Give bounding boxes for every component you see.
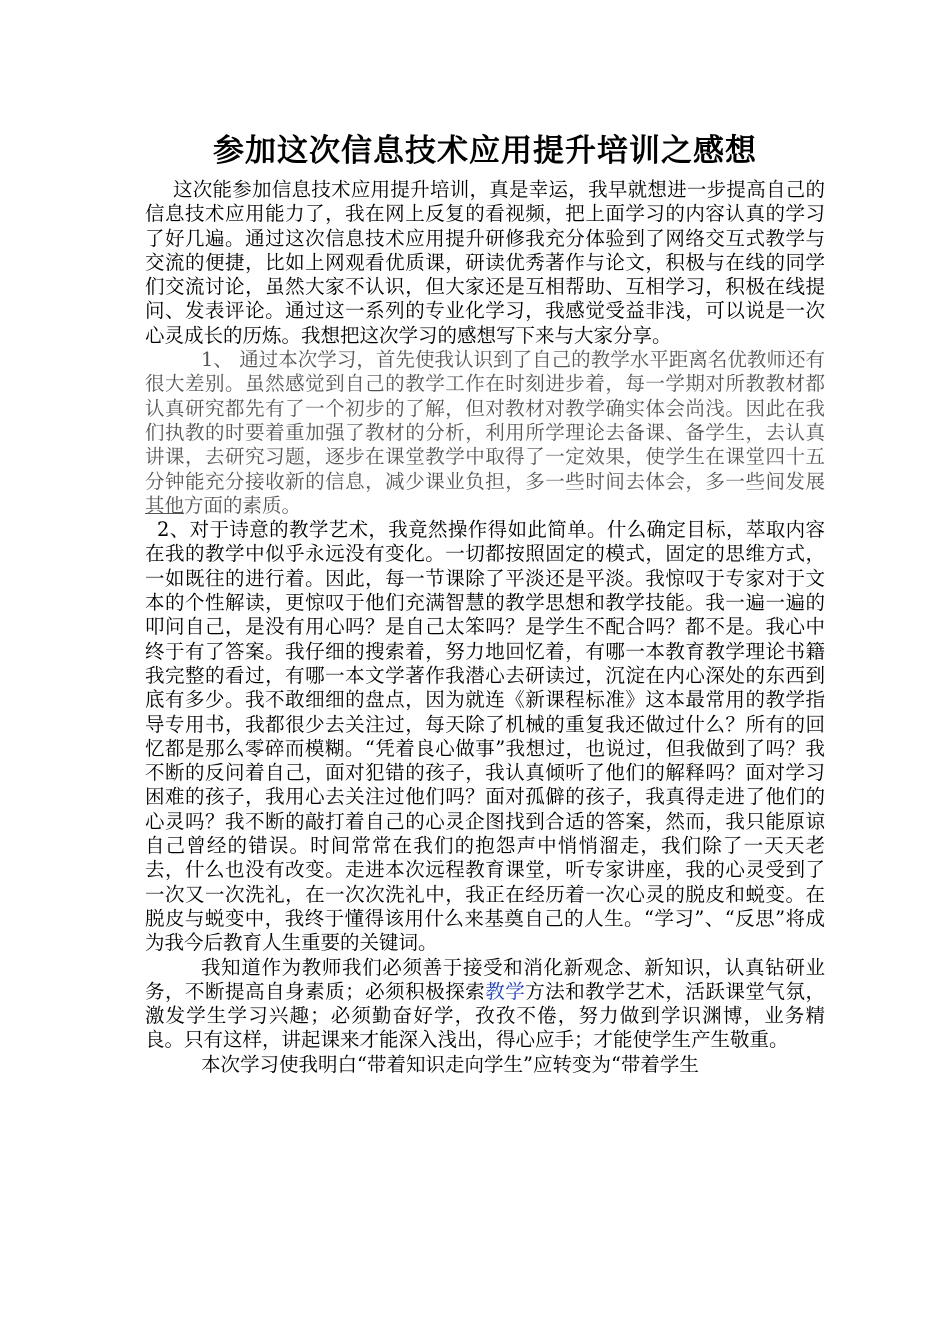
- paragraph-closing: 本次学习使我明白“带着知识走向学生”应转变为“带着学生: [201, 1052, 699, 1076]
- document-page: [145, 126, 825, 1077]
- paragraph-teacher-text: 我知道作为教师我们必须善于接受和消化新观念、新知识，认真钻研业务，不断提高自身素质；必须积极探索: [145, 955, 825, 1003]
- paragraph-intro: 这次能参加信息技术应用提升培训，真是幸运，我早就想进一步提高自己的信息技术应用能力了，我在网上反复的看视频，把上面学习的内容认真的学习了好几遍。通过这次信息技术应用提升研修我充分体验到了网络交互式教学与交流的便捷，比如上网观看优质课，研读优秀著作与论文，积极与在线的同学们交流讨论，虽然大家不认识，但大家还是互相帮助、互相学习，积极在线提问、发表评论。通过这一系列的专业化学习，我感觉受益非浅，可以说是一次心灵成长的历炼。我想把这次学习的感想写下来与大家分享。: [145, 178, 825, 347]
- paragraph-point-1-end: 方面的素质。: [184, 493, 302, 517]
- underlined-word-other: 其他: [145, 493, 185, 517]
- document-title: 参加这次信息技术应用提升培训之感想: [213, 133, 757, 169]
- paragraph-teacher: [145, 956, 825, 1053]
- teaching-link[interactable]: 教学: [485, 979, 526, 1003]
- paragraph-teacher-end: 方法和教学艺术，活跃课堂气氛，激发学生学习兴趣；必须勤奋好学，孜孜不倦，努力做到学识渊博，业务精良。只有这样，讲起课来才能深入浅出，得心应手；才能使学生产生敬重。: [145, 979, 825, 1052]
- paragraph-point-1-text: 1、 通过本次学习，首先使我认识到了自己的教学水平距离名优教师还有很大差别。虽然感觉到自己的教学工作在时刻进步着，每一学期对所教教材都认真研究都先有了一个初步的了解，但对教材对教学确实体会尚浅。因此在我们执教的时要着重加强了教材的分析，利用所学理论去备课、备学生，去认真讲课，去研究习题，逐步在课堂教学中取得了一定效果，使学生在课堂四十五分钟能充分接收新的信息，减少课业负担，多一些时间去体会，多一些间发展: [145, 348, 825, 493]
- paragraph-point-1: [145, 348, 825, 518]
- paragraph-point-2: 2、对于诗意的教学艺术，我竟然操作得如此简单。什么确定目标，萃取内容在我的教学中似乎永远没有变化。一切都按照固定的模式，固定的思维方式，一如既往的进行着。因此，每一节课除了平淡还是平淡。我惊叹于专家对于文本的个性解读，更惊叹于他们充满智慧的教学思想和教学技能。我一遍一遍的叩问自己，是没有用心吗？是自己太笨吗？是学生不配合吗？都不是。我心中终于有了答案。我仔细的搜索着，努力地回忆着，有哪一本教育教学理论书籍我完整的看过，有哪一本文学著作我潜心去研读过，沉淀在内心深处的东西到底有多少。我不敢细细的盘点，因为就连《新课程标准》这本最常用的教学指导专用书，我都很少去关注过，每天除了机械的重复我还做过什么？所有的回忆都是那么零碎而模糊。“凭着良心做事”我想过，也说过，但我做到了吗？我不断的反问着自己，面对犯错的孩子，我认真倾听了他们的解释吗？面对学习困难的孩子，我用心去关注过他们吗？面对孤僻的孩子，我真得走进了他们的心灵吗？我不断的敲打着自己的心灵企图找到合适的答案，然而，我只能原谅自己曾经的错误。时间常常在我们的抱怨声中悄悄溜走，我们除了一天天老去，什么也没有改变。走进本次远程教育课堂，听专家讲座，我的心灵受到了一次又一次洗礼，在一次次洗礼中，我正在经历着一次心灵的脱皮和蜕变。在脱皮与蜕变中，我终于懂得该用什么来基奠自己的人生。“学习”、“反思”将成为我今后教育人生重要的关键词。: [145, 518, 825, 955]
